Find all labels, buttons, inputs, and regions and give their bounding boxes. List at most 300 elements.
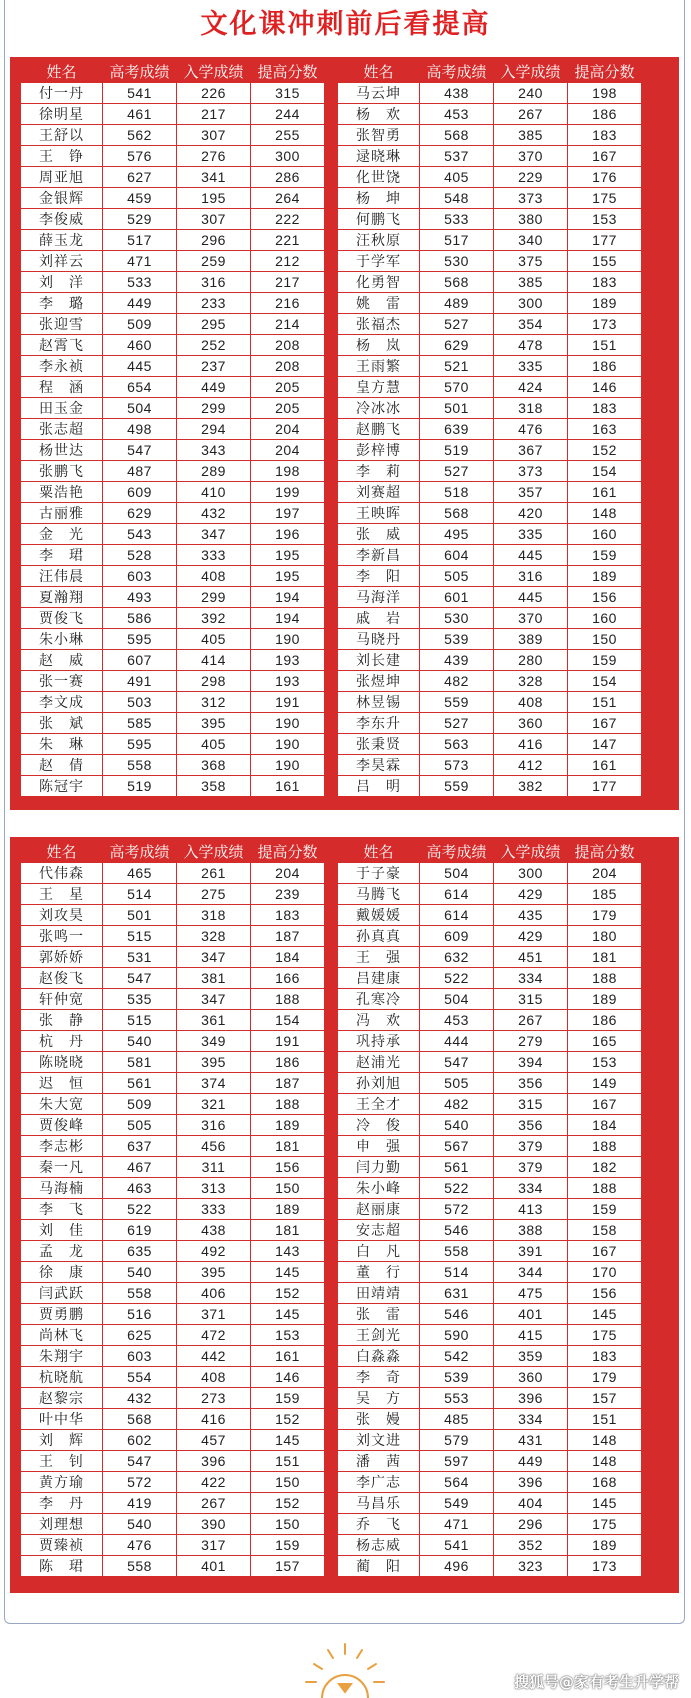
entry-score-cell: 457 [177,1430,251,1451]
gaokao-score-cell: 572 [420,1199,494,1220]
sun-decoration-icon [300,1640,390,1698]
improvement-cell: 188 [568,1178,642,1199]
entry-score-cell: 352 [494,1535,568,1556]
student-name-cell: 王 强 [338,947,420,968]
entry-score-cell: 422 [177,1472,251,1493]
improvement-cell: 153 [568,1052,642,1073]
improvement-cell: 190 [251,755,325,776]
entry-score-cell: 240 [494,83,568,104]
improvement-cell: 197 [251,503,325,524]
table-row [21,1220,325,1241]
gaokao-score-cell: 546 [420,1220,494,1241]
student-name-cell: 逯晓琳 [338,146,420,167]
improvement-cell: 161 [568,755,642,776]
table-row [338,503,642,524]
table-row [338,947,642,968]
entry-score-cell: 298 [177,671,251,692]
gaokao-score-cell: 540 [103,1031,177,1052]
improvement-cell: 159 [568,650,642,671]
student-name-cell: 王 钊 [21,1451,103,1472]
table-row [21,1409,325,1430]
improvement-cell: 175 [568,1325,642,1346]
student-name-cell: 李 丹 [21,1493,103,1514]
student-name-cell: 刘长建 [338,650,420,671]
column-header: 入学成绩 [494,841,568,863]
entry-score-cell: 295 [177,314,251,335]
improvement-cell: 264 [251,188,325,209]
improvement-cell: 183 [568,125,642,146]
student-name-cell: 孙真真 [338,926,420,947]
improvement-cell: 161 [568,482,642,503]
entry-score-cell: 237 [177,356,251,377]
improvement-cell: 153 [251,1325,325,1346]
student-name-cell: 冷冰冰 [338,398,420,419]
table-row [338,1220,642,1241]
entry-score-cell: 341 [177,167,251,188]
student-name-cell: 皇方慧 [338,377,420,398]
column-header: 高考成绩 [420,61,494,83]
table-row [338,989,642,1010]
improvement-cell: 198 [251,461,325,482]
table-row [21,566,325,587]
gaokao-score-cell: 585 [103,713,177,734]
improvement-cell: 214 [251,314,325,335]
student-name-cell: 刘 洋 [21,272,103,293]
improvement-cell: 145 [251,1430,325,1451]
table-row [21,587,325,608]
score-table-right [337,840,642,1577]
gaokao-score-cell: 595 [103,629,177,650]
student-name-cell: 尚林飞 [21,1325,103,1346]
student-name-cell: 朱翔宇 [21,1346,103,1367]
student-name-cell: 赵 倩 [21,755,103,776]
gaokao-score-cell: 568 [420,125,494,146]
table-row [338,167,642,188]
improvement-cell: 154 [251,1010,325,1031]
entry-score-cell: 370 [494,608,568,629]
student-name-cell: 付一丹 [21,83,103,104]
table-row [338,1304,642,1325]
improvement-cell: 190 [251,629,325,650]
improvement-cell: 191 [251,692,325,713]
table-row [21,1556,325,1577]
student-name-cell: 冯 欢 [338,1010,420,1031]
student-name-cell: 汪伟晨 [21,566,103,587]
entry-score-cell: 424 [494,377,568,398]
improvement-cell: 159 [251,1388,325,1409]
entry-score-cell: 374 [177,1073,251,1094]
student-name-cell: 张智勇 [338,125,420,146]
student-name-cell: 贾俊峰 [21,1115,103,1136]
improvement-cell: 286 [251,167,325,188]
student-name-cell: 于学军 [338,251,420,272]
student-name-cell: 田玉金 [21,398,103,419]
gaokao-score-cell: 597 [420,1451,494,1472]
student-name-cell: 杭晓航 [21,1367,103,1388]
student-name-cell: 薛玉龙 [21,230,103,251]
table-row [338,104,642,125]
student-name-cell: 程 涵 [21,377,103,398]
entry-score-cell: 367 [494,440,568,461]
gaokao-score-cell: 449 [103,293,177,314]
student-name-cell: 李俊威 [21,209,103,230]
table-row [21,671,325,692]
column-header: 姓名 [338,61,420,83]
improvement-cell: 146 [251,1367,325,1388]
entry-score-cell: 347 [177,947,251,968]
student-name-cell: 张 静 [21,1010,103,1031]
table-row [21,1493,325,1514]
improvement-cell: 155 [568,251,642,272]
improvement-cell: 222 [251,209,325,230]
student-name-cell: 戚 岩 [338,608,420,629]
gaokao-score-cell: 505 [420,1073,494,1094]
gaokao-score-cell: 543 [103,524,177,545]
table-row [338,1388,642,1409]
table-row [21,905,325,926]
student-name-cell: 金 光 [21,524,103,545]
gaokao-score-cell: 572 [103,1472,177,1493]
entry-score-cell: 416 [494,734,568,755]
improvement-cell: 167 [568,713,642,734]
table-row [21,1472,325,1493]
improvement-cell: 170 [568,1262,642,1283]
gaokao-score-cell: 539 [420,1367,494,1388]
gaokao-score-cell: 509 [103,1094,177,1115]
entry-score-cell: 217 [177,104,251,125]
improvement-cell: 148 [568,503,642,524]
entry-score-cell: 289 [177,461,251,482]
gaokao-score-cell: 533 [420,209,494,230]
student-name-cell: 刘理想 [21,1514,103,1535]
gaokao-score-cell: 541 [103,83,177,104]
improvement-cell: 167 [568,1241,642,1262]
improvement-cell: 147 [568,734,642,755]
table-row [21,947,325,968]
student-name-cell: 刘攻昊 [21,905,103,926]
table-row [21,1451,325,1472]
table-row [21,398,325,419]
gaokao-score-cell: 601 [420,587,494,608]
entry-score-cell: 472 [177,1325,251,1346]
student-name-cell: 汪秋原 [338,230,420,251]
entry-score-cell: 343 [177,440,251,461]
student-name-cell: 马云坤 [338,83,420,104]
gaokao-score-cell: 533 [103,272,177,293]
gaokao-score-cell: 562 [103,125,177,146]
column-header: 姓名 [21,841,103,863]
improvement-cell: 156 [568,1283,642,1304]
table-row [338,209,642,230]
improvement-cell: 165 [568,1031,642,1052]
gaokao-score-cell: 453 [420,1010,494,1031]
entry-score-cell: 476 [494,419,568,440]
table-row [338,1199,642,1220]
entry-score-cell: 415 [494,1325,568,1346]
table-row [338,1325,642,1346]
column-header: 提高分数 [251,841,325,863]
improvement-cell: 189 [568,566,642,587]
table-row [21,461,325,482]
improvement-cell: 152 [251,1493,325,1514]
table-row [338,188,642,209]
gaokao-score-cell: 629 [103,503,177,524]
student-name-cell: 白 凡 [338,1241,420,1262]
entry-score-cell: 492 [177,1241,251,1262]
gaokao-score-cell: 625 [103,1325,177,1346]
gaokao-score-cell: 514 [420,1262,494,1283]
gaokao-score-cell: 519 [103,776,177,797]
entry-score-cell: 396 [177,1451,251,1472]
gaokao-score-cell: 504 [103,398,177,419]
entry-score-cell: 475 [494,1283,568,1304]
table-row [21,356,325,377]
improvement-cell: 145 [251,1262,325,1283]
table-row [21,1241,325,1262]
entry-score-cell: 392 [177,608,251,629]
table-row [338,1052,642,1073]
column-header: 入学成绩 [177,61,251,83]
improvement-cell: 186 [568,356,642,377]
entry-score-cell: 373 [494,188,568,209]
table-row [338,1556,642,1577]
entry-score-cell: 333 [177,545,251,566]
gaokao-score-cell: 637 [103,1136,177,1157]
gaokao-score-cell: 539 [420,629,494,650]
improvement-cell: 194 [251,608,325,629]
gaokao-score-cell: 496 [420,1556,494,1577]
table-row [21,734,325,755]
gaokao-score-cell: 493 [103,587,177,608]
entry-score-cell: 442 [177,1346,251,1367]
score-panel-2 [10,837,679,1593]
gaokao-score-cell: 419 [103,1493,177,1514]
student-name-cell: 李文成 [21,692,103,713]
gaokao-score-cell: 444 [420,1031,494,1052]
table-row [338,755,642,776]
improvement-cell: 196 [251,524,325,545]
student-name-cell: 杨 欢 [338,104,420,125]
table-row [338,293,642,314]
entry-score-cell: 373 [494,461,568,482]
student-name-cell: 贾勇鹏 [21,1304,103,1325]
student-name-cell: 张鸣一 [21,926,103,947]
table-row [338,671,642,692]
gaokao-score-cell: 489 [420,293,494,314]
table-row [338,356,642,377]
gaokao-score-cell: 632 [420,947,494,968]
entry-score-cell: 316 [177,272,251,293]
improvement-cell: 181 [251,1220,325,1241]
entry-score-cell: 315 [494,989,568,1010]
improvement-cell: 204 [568,863,642,884]
gaokao-score-cell: 607 [103,650,177,671]
student-name-cell: 姚 雷 [338,293,420,314]
improvement-cell: 177 [568,776,642,797]
improvement-cell: 300 [251,146,325,167]
gaokao-score-cell: 453 [420,104,494,125]
entry-score-cell: 311 [177,1157,251,1178]
student-name-cell: 赵鹏飞 [338,419,420,440]
entry-score-cell: 438 [177,1220,251,1241]
gaokao-score-cell: 547 [103,440,177,461]
improvement-cell: 145 [568,1304,642,1325]
table-row [21,125,325,146]
improvement-cell: 217 [251,272,325,293]
improvement-cell: 163 [568,419,642,440]
gaokao-score-cell: 547 [420,1052,494,1073]
entry-score-cell: 432 [177,503,251,524]
entry-score-cell: 359 [494,1346,568,1367]
table-row [338,1367,642,1388]
student-name-cell: 林昱锡 [338,692,420,713]
table-row [338,461,642,482]
entry-score-cell: 267 [177,1493,251,1514]
student-name-cell: 安志超 [338,1220,420,1241]
student-name-cell: 李 阳 [338,566,420,587]
gaokao-score-cell: 515 [103,1010,177,1031]
student-name-cell: 代伟森 [21,863,103,884]
gaokao-score-cell: 460 [103,335,177,356]
entry-score-cell: 408 [177,566,251,587]
entry-score-cell: 406 [177,1283,251,1304]
gaokao-score-cell: 627 [103,167,177,188]
student-name-cell: 李新昌 [338,545,420,566]
entry-score-cell: 375 [494,251,568,272]
improvement-cell: 182 [568,1157,642,1178]
gaokao-score-cell: 463 [103,1178,177,1199]
improvement-cell: 205 [251,398,325,419]
table-row [338,1010,642,1031]
entry-score-cell: 340 [494,230,568,251]
entry-score-cell: 299 [177,398,251,419]
table-row [338,1283,642,1304]
student-name-cell: 申 强 [338,1136,420,1157]
entry-score-cell: 395 [177,713,251,734]
table-row [338,1073,642,1094]
improvement-cell: 181 [568,947,642,968]
entry-score-cell: 360 [494,713,568,734]
table-row [338,83,642,104]
table-row [21,524,325,545]
entry-score-cell: 429 [494,884,568,905]
improvement-cell: 176 [568,167,642,188]
improvement-cell: 173 [568,1556,642,1577]
entry-score-cell: 334 [494,1178,568,1199]
improvement-cell: 198 [568,83,642,104]
entry-score-cell: 349 [177,1031,251,1052]
column-header: 提高分数 [568,61,642,83]
gaokao-score-cell: 603 [103,1346,177,1367]
gaokao-score-cell: 482 [420,1094,494,1115]
table-row [21,713,325,734]
entry-score-cell: 389 [494,629,568,650]
student-name-cell: 贾臻祯 [21,1535,103,1556]
entry-score-cell: 451 [494,947,568,968]
table-row [338,545,642,566]
improvement-cell: 173 [568,314,642,335]
improvement-cell: 195 [251,566,325,587]
table-row [338,1241,642,1262]
student-name-cell: 何鹏飞 [338,209,420,230]
entry-score-cell: 449 [494,1451,568,1472]
student-name-cell: 董 行 [338,1262,420,1283]
entry-score-cell: 429 [494,926,568,947]
table-row [21,83,325,104]
entry-score-cell: 395 [177,1262,251,1283]
entry-score-cell: 334 [494,968,568,989]
table-row [21,1094,325,1115]
improvement-cell: 143 [251,1241,325,1262]
entry-score-cell: 252 [177,335,251,356]
student-name-cell: 杨 坤 [338,188,420,209]
table-header-row [21,61,325,83]
improvement-cell: 195 [251,545,325,566]
student-name-cell: 李东升 [338,713,420,734]
table-row [338,776,642,797]
entry-score-cell: 390 [177,1514,251,1535]
entry-score-cell: 312 [177,692,251,713]
table-row [21,545,325,566]
entry-score-cell: 371 [177,1304,251,1325]
student-name-cell: 孔寒冷 [338,989,420,1010]
entry-score-cell: 315 [494,1094,568,1115]
table-row [21,146,325,167]
panel-divider [328,837,331,1593]
student-name-cell: 李昊霖 [338,755,420,776]
gaokao-score-cell: 540 [420,1115,494,1136]
gaokao-score-cell: 559 [420,776,494,797]
improvement-cell: 189 [568,989,642,1010]
student-name-cell: 赵黎宗 [21,1388,103,1409]
improvement-cell: 186 [568,1010,642,1031]
table-row [21,419,325,440]
gaokao-score-cell: 517 [420,230,494,251]
student-name-cell: 马海洋 [338,587,420,608]
student-name-cell: 吕 明 [338,776,420,797]
table-row [338,398,642,419]
gaokao-score-cell: 445 [103,356,177,377]
table-row [21,1115,325,1136]
student-name-cell: 李 飞 [21,1199,103,1220]
improvement-cell: 189 [251,1115,325,1136]
table-row [21,1430,325,1451]
gaokao-score-cell: 595 [103,734,177,755]
gaokao-score-cell: 521 [420,356,494,377]
improvement-cell: 181 [251,1136,325,1157]
gaokao-score-cell: 609 [420,926,494,947]
improvement-cell: 161 [251,776,325,797]
entry-score-cell: 385 [494,125,568,146]
entry-score-cell: 445 [494,545,568,566]
student-name-cell: 蔺 阳 [338,1556,420,1577]
entry-score-cell: 408 [494,692,568,713]
table-row [21,251,325,272]
improvement-cell: 183 [251,905,325,926]
improvement-cell: 216 [251,293,325,314]
gaokao-score-cell: 505 [420,566,494,587]
entry-score-cell: 300 [494,863,568,884]
student-name-cell: 李 珺 [21,545,103,566]
column-header: 入学成绩 [177,841,251,863]
table-row [338,524,642,545]
gaokao-score-cell: 504 [420,863,494,884]
student-name-cell: 李永祯 [21,356,103,377]
improvement-cell: 208 [251,335,325,356]
entry-score-cell: 478 [494,335,568,356]
student-name-cell: 田靖靖 [338,1283,420,1304]
student-name-cell: 赵浦光 [338,1052,420,1073]
